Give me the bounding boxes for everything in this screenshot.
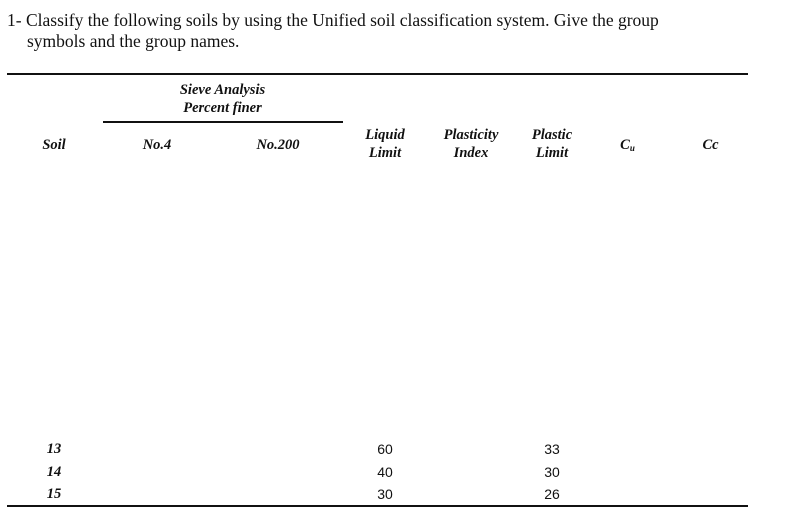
group-header-line-1: Sieve Analysis xyxy=(179,82,266,98)
soil-cell: 13 xyxy=(46,441,62,457)
plastic-limit-cell: 30 xyxy=(544,464,560,480)
question-line-2: symbols and the group names. xyxy=(27,31,240,51)
question-text xyxy=(7,10,767,52)
header-cc: Cc xyxy=(702,137,719,153)
header-plasticity-index-line-2: Index xyxy=(453,145,489,161)
header-no200: No.200 xyxy=(256,137,300,153)
header-cu-letter: C xyxy=(620,137,630,153)
header-liquid-limit-line-2: Limit xyxy=(368,145,402,161)
header-liquid-limit xyxy=(350,126,420,162)
group-header-rule xyxy=(103,121,343,123)
table-bottom-rule xyxy=(7,505,748,507)
question-line-1: 1- Classify the following soils by using the Unified soil classification system. Give the group xyxy=(7,10,659,30)
soil-cell: 15 xyxy=(46,486,62,502)
liquid-limit-cell: 40 xyxy=(377,464,393,480)
header-liquid-limit-line-1: Liquid xyxy=(365,127,405,143)
table-top-rule xyxy=(7,73,748,75)
header-plastic-limit-line-1: Plastic xyxy=(531,127,573,143)
header-plasticity-index xyxy=(430,126,512,162)
header-no4: No.4 xyxy=(142,137,172,153)
header-soil: Soil xyxy=(42,137,66,153)
soil-cell: 14 xyxy=(46,464,62,480)
plastic-limit-cell: 26 xyxy=(544,486,560,502)
liquid-limit-cell: 60 xyxy=(377,441,393,457)
header-cu-subscript: u xyxy=(629,143,635,153)
plastic-limit-cell: 33 xyxy=(544,441,560,457)
group-header-sieve-analysis xyxy=(140,81,305,117)
header-cu xyxy=(605,136,650,157)
group-header-line-2: Percent finer xyxy=(183,100,262,116)
liquid-limit-cell: 30 xyxy=(377,486,393,502)
header-plasticity-index-line-1: Plasticity xyxy=(443,127,499,143)
header-plastic-limit-line-2: Limit xyxy=(535,145,569,161)
header-plastic-limit xyxy=(517,126,587,162)
